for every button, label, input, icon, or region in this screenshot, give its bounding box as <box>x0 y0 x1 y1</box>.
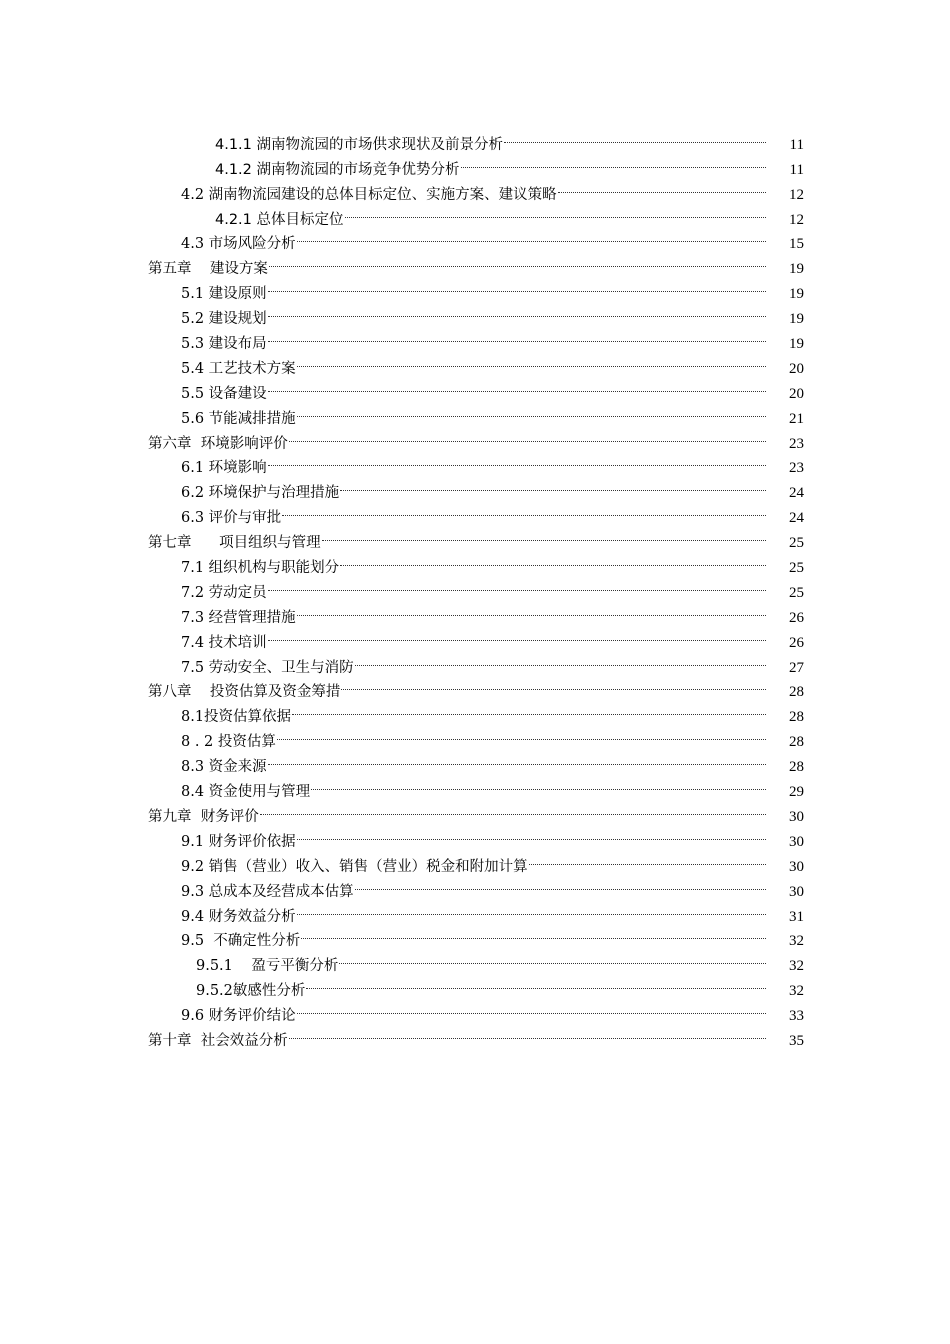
toc-page-number: 33 <box>789 1008 804 1025</box>
toc-entry-title: 5.5 设备建设 <box>181 385 267 402</box>
toc-page-number: 20 <box>789 385 804 402</box>
toc-entry-title: 9.6 财务评价结论 <box>181 1008 296 1025</box>
toc-dot-leader <box>289 1020 766 1045</box>
toc-entry-title: 第七章 项目组织与管理 <box>148 535 321 552</box>
toc-entry-title: 4.1.1 湖南物流园的市场供求现状及前景分析 <box>215 136 504 153</box>
toc-dot-leader <box>268 746 766 771</box>
toc-page-number: 31 <box>789 908 804 925</box>
toc-entry-title: 5.6 节能减排措施 <box>181 410 296 427</box>
toc-dot-leader <box>301 921 766 946</box>
toc-page-number: 28 <box>789 684 804 701</box>
toc-page-number: 24 <box>789 485 804 502</box>
toc-dot-leader <box>340 472 766 497</box>
toc-dot-leader <box>558 174 766 199</box>
toc-entry-title: 9.3 总成本及经营成本估算 <box>181 883 354 900</box>
toc-dot-leader <box>340 547 766 572</box>
toc-dot-leader <box>345 199 766 224</box>
toc-page-number: 32 <box>789 958 804 975</box>
toc-entry-title: 7.5 劳动安全、卫生与消防 <box>181 659 354 676</box>
toc-entry-title: 8.4 资金使用与管理 <box>181 784 311 801</box>
toc-page-number: 25 <box>789 560 804 577</box>
toc-entry-title: 5.4 工艺技术方案 <box>181 360 296 377</box>
toc-dot-leader <box>322 522 766 547</box>
toc-dot-leader <box>268 298 766 323</box>
toc-page-number: 25 <box>789 584 804 601</box>
toc-dot-leader <box>282 497 766 522</box>
toc-dot-leader <box>341 672 766 697</box>
toc-dot-leader <box>289 423 766 448</box>
toc-entry-title: 第八章 投资估算及资金筹措 <box>148 684 341 701</box>
toc-page-number: 19 <box>789 311 804 328</box>
toc-dot-leader <box>268 448 766 473</box>
toc-entry-title: 第九章 财务评价 <box>148 808 259 825</box>
table-of-contents <box>148 124 804 1049</box>
toc-page-number: 11 <box>789 136 804 153</box>
toc-page-number: 28 <box>789 709 804 726</box>
toc-entry-title: 7.2 劳动定员 <box>181 584 267 601</box>
toc-dot-leader <box>461 149 766 174</box>
toc-page-number: 19 <box>789 261 804 278</box>
toc-dot-leader <box>277 721 766 746</box>
toc-entry-title: 4.3 市场风险分析 <box>181 236 296 253</box>
toc-page-number: 28 <box>789 759 804 776</box>
toc-dot-leader <box>268 323 766 348</box>
toc-dot-leader <box>504 124 766 149</box>
toc-entry-title: 7.4 技术培训 <box>181 634 267 651</box>
toc-entry-title: 9.4 财务效益分析 <box>181 908 296 925</box>
toc-dot-leader <box>297 896 766 921</box>
toc-entry-title: 5.2 建设规划 <box>181 311 267 328</box>
toc-entry-title: 第六章 环境影响评价 <box>148 435 288 452</box>
toc-dot-leader <box>297 995 766 1020</box>
toc-page-number: 23 <box>789 460 804 477</box>
toc-dot-leader <box>529 846 766 871</box>
toc-page-number: 30 <box>789 858 804 875</box>
toc-dot-leader <box>268 572 766 597</box>
toc-entry-title: 9.1 财务评价依据 <box>181 833 296 850</box>
toc-page-number: 21 <box>789 410 804 427</box>
toc-entry-title: 5.3 建设布局 <box>181 336 267 353</box>
toc-entry-title: 8.1投资估算依据 <box>181 709 292 726</box>
toc-dot-leader <box>306 970 766 995</box>
toc-dot-leader <box>260 796 766 821</box>
toc-page-number: 30 <box>789 808 804 825</box>
toc-dot-leader <box>297 348 766 373</box>
toc-entry-title: 9.5.2敏感性分析 <box>196 983 306 1000</box>
toc-page-number: 26 <box>789 634 804 651</box>
toc-dot-leader <box>355 871 766 896</box>
toc-entry-title: 7.3 经营管理措施 <box>181 609 296 626</box>
toc-page-number: 29 <box>789 784 804 801</box>
toc-page-number: 30 <box>789 883 804 900</box>
toc-dot-leader <box>297 398 766 423</box>
toc-page-number: 30 <box>789 833 804 850</box>
toc-page-number: 25 <box>789 535 804 552</box>
toc-entry-title: 7.1 组织机构与职能划分 <box>181 560 340 577</box>
toc-entry-title: 4.2 湖南物流园建设的总体目标定位、实施方案、建议策略 <box>181 186 557 203</box>
toc-entry-title: 6.3 评价与审批 <box>181 510 282 527</box>
toc-page-number: 20 <box>789 360 804 377</box>
toc-entry-title: 9.2 销售（营业）收入、销售（营业）税金和附加计算 <box>181 858 528 875</box>
toc-page-number: 32 <box>789 933 804 950</box>
toc-entry-title: 4.1.2 湖南物流园的市场竞争优势分析 <box>215 161 460 178</box>
toc-entry-title: 第五章 建设方案 <box>148 261 268 278</box>
toc-entry-title: 9.5 不确定性分析 <box>181 933 301 950</box>
toc-page-number: 26 <box>789 609 804 626</box>
toc-dot-leader <box>339 945 766 970</box>
toc-dot-leader <box>268 273 766 298</box>
toc-page-number: 19 <box>789 336 804 353</box>
toc-entry-title: 5.1 建设原则 <box>181 286 267 303</box>
toc-dot-leader <box>269 248 766 273</box>
toc-page-number: 32 <box>789 983 804 1000</box>
toc-entry-title: 6.2 环境保护与治理措施 <box>181 485 340 502</box>
toc-entry-title: 4.2.1 总体目标定位 <box>215 211 344 228</box>
toc-page-number: 12 <box>789 186 804 203</box>
toc-dot-leader <box>355 647 766 672</box>
toc-dot-leader <box>297 224 766 249</box>
toc-entry-title: 6.1 环境影响 <box>181 460 267 477</box>
toc-dot-leader <box>311 771 766 796</box>
toc-dot-leader <box>268 622 766 647</box>
toc-entry-title: 第十章 社会效益分析 <box>148 1032 288 1049</box>
toc-page-number: 23 <box>789 435 804 452</box>
toc-page-number: 28 <box>789 734 804 751</box>
toc-page-number: 15 <box>789 236 804 253</box>
toc-page-number: 24 <box>789 510 804 527</box>
toc-dot-leader <box>297 821 766 846</box>
toc-entry-title: 8.3 资金来源 <box>181 759 267 776</box>
toc-page-number: 12 <box>789 211 804 228</box>
toc-dot-leader <box>268 373 766 398</box>
toc-entry-title: 9.5.1 盈亏平衡分析 <box>196 958 339 975</box>
toc-page-number: 27 <box>789 659 804 676</box>
toc-page-number: 35 <box>789 1032 804 1049</box>
toc-entry-title: 8 . 2 投资估算 <box>181 734 276 751</box>
toc-page-number: 11 <box>789 161 804 178</box>
toc-section-entry[interactable] <box>148 124 804 153</box>
toc-dot-leader <box>297 597 766 622</box>
toc-dot-leader <box>292 696 766 721</box>
toc-page-number: 19 <box>789 286 804 303</box>
